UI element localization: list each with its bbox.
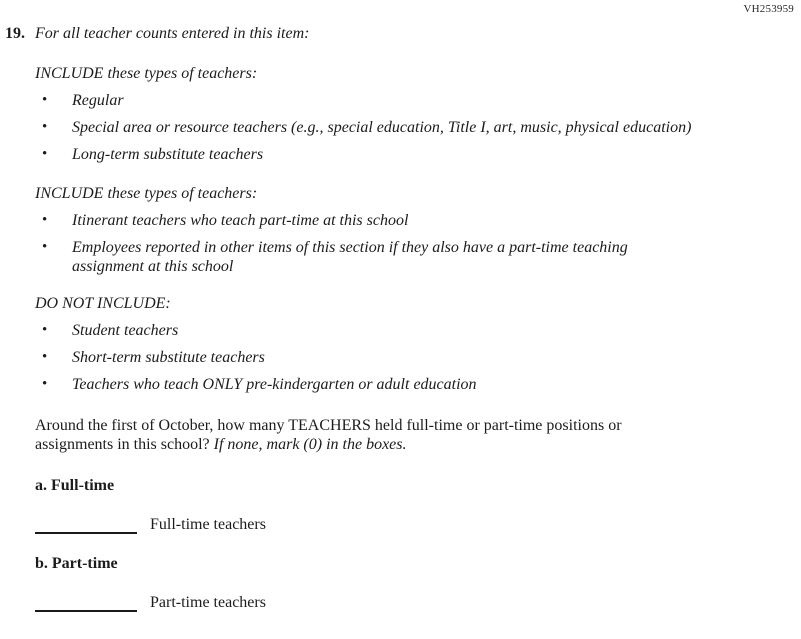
main-question <box>35 416 693 454</box>
list-item <box>35 91 801 110</box>
list-item <box>35 321 801 340</box>
answer-a-label: a. Full-time <box>35 477 115 494</box>
bullet-text: Special area or resource teachers (e.g., special education, Title I, art, music, physical education) <box>72 119 692 136</box>
bullet-text: Teachers who teach ONLY pre-kindergarten or adult education <box>72 376 477 393</box>
form-code: VH253959 <box>743 3 794 15</box>
bullet-text: Student teachers <box>72 322 179 339</box>
bullet-icon: • <box>42 146 48 162</box>
section-header-include-2: INCLUDE these types of teachers: <box>35 185 258 202</box>
bullet-text: Regular <box>72 92 124 109</box>
question-content <box>35 24 801 612</box>
bullet-text: Long-term substitute teachers <box>72 146 264 163</box>
bullet-text: Short-term substitute teachers <box>72 349 265 366</box>
list-item <box>35 211 801 230</box>
list-item <box>35 118 801 137</box>
answer-b-row <box>35 593 801 612</box>
bullet-icon: • <box>42 349 48 365</box>
fulltime-count-field[interactable] <box>35 517 137 534</box>
bullet-icon: • <box>42 376 48 392</box>
bullet-icon: • <box>42 212 48 228</box>
parttime-unit-label: Part-time teachers <box>150 594 266 611</box>
parttime-count-field[interactable] <box>35 595 137 612</box>
list-item <box>35 348 801 367</box>
bullet-text: Employees reported in other items of this section if they also have a part-time teaching assignment at this school <box>72 239 628 275</box>
bullet-icon: • <box>42 322 48 338</box>
bullet-icon: • <box>42 119 48 135</box>
question-intro: For all teacher counts entered in this item: <box>35 25 310 42</box>
section-header-include-1: INCLUDE these types of teachers: <box>35 65 258 82</box>
bullet-icon: • <box>42 92 48 108</box>
fulltime-unit-label: Full-time teachers <box>150 516 266 533</box>
main-question-text: Around the first of October, how many TEACHERS held full-time or part-time positions or assignments in this school? <box>35 417 622 453</box>
list-item <box>35 375 801 394</box>
answer-b-label: b. Part-time <box>35 555 118 572</box>
bullet-text: Itinerant teachers who teach part-time at this school <box>72 212 409 229</box>
section-header-do-not-include: DO NOT INCLUDE: <box>35 295 171 312</box>
question-number: 19. <box>5 25 25 42</box>
list-item <box>35 238 801 276</box>
answer-a-row <box>35 515 801 534</box>
list-item <box>35 145 801 164</box>
main-question-instruction: If none, mark (0) in the boxes. <box>213 436 407 453</box>
bullet-icon: • <box>42 239 48 255</box>
